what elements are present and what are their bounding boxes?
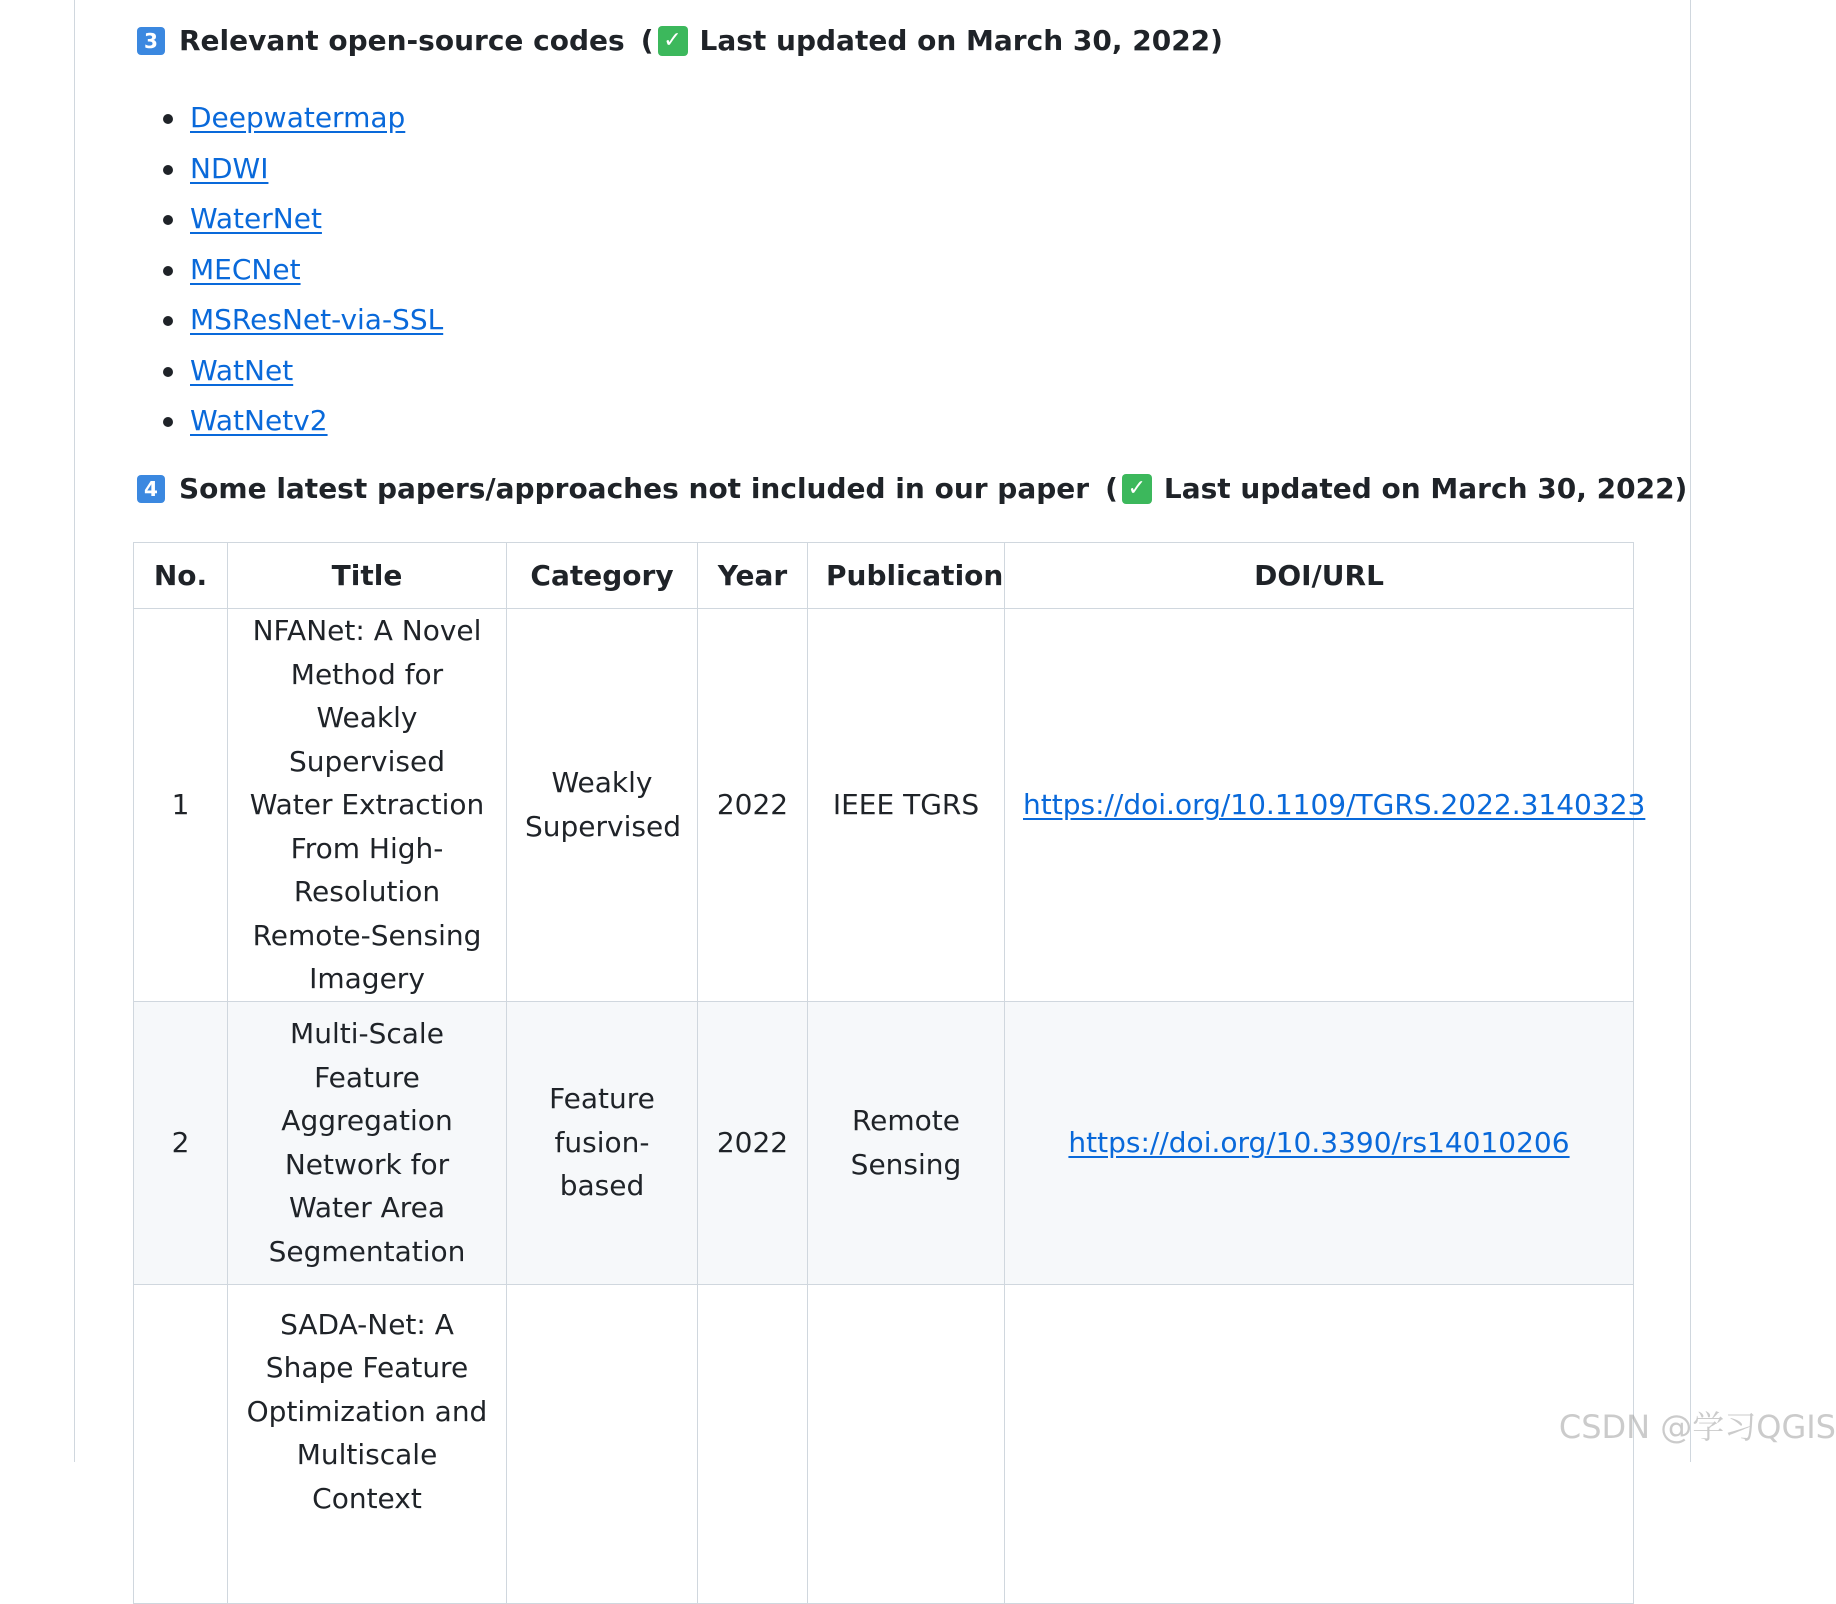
- code-link-msresnet-via-ssl[interactable]: MSResNet-via-SSL: [190, 303, 444, 336]
- keycap-four-icon: 4: [137, 475, 165, 503]
- bullet-icon: [163, 316, 173, 326]
- bullet-icon: [163, 367, 173, 377]
- paren-open: (: [1105, 472, 1118, 505]
- cell-url: [1005, 1001, 1634, 1284]
- doi-link[interactable]: https://doi.org/10.3390/rs14010206: [1068, 1125, 1570, 1159]
- cell-no: [134, 1284, 228, 1603]
- header-publication: Publication: [808, 543, 1005, 609]
- cell-category: [507, 1284, 698, 1603]
- cell-year: [698, 1284, 808, 1603]
- list-item: [133, 399, 443, 450]
- code-link-watnet[interactable]: WatNet: [190, 353, 294, 387]
- cell-category: Feature fusion-based: [507, 1001, 698, 1284]
- header-category: Category: [507, 543, 698, 609]
- last-updated-text: Last updated on March 30, 2022): [1163, 472, 1688, 505]
- header-doi-url: DOI/URL: [1005, 543, 1634, 609]
- table-row: [134, 1001, 1634, 1284]
- list-item: [133, 349, 443, 400]
- code-link-deepwatermap[interactable]: Deepwatermap: [190, 101, 406, 134]
- table-row: [134, 1284, 1634, 1603]
- cell-publication: Remote Sensing: [808, 1001, 1005, 1284]
- bullet-icon: [163, 114, 173, 124]
- code-link-mecnet[interactable]: MECNet: [190, 252, 301, 286]
- cell-no: 1: [134, 609, 228, 1002]
- check-mark-icon: ✓: [658, 26, 688, 56]
- header-year: Year: [698, 543, 808, 609]
- header-title: Title: [228, 543, 507, 609]
- cell-no: 2: [134, 1001, 228, 1284]
- page-border-left: [74, 0, 75, 1462]
- table-header-row: [134, 543, 1634, 609]
- list-item: [133, 96, 443, 147]
- papers-table: [133, 542, 1646, 1604]
- cell-year: 2022: [698, 609, 808, 1002]
- cell-url: [1005, 1284, 1634, 1603]
- cell-category: Weakly Supervised: [507, 609, 698, 1002]
- doi-link[interactable]: https://doi.org/10.1109/TGRS.2022.3140323: [1023, 788, 1646, 821]
- bullet-icon: [163, 266, 173, 276]
- keycap-three-icon: 3: [137, 27, 165, 55]
- check-mark-icon: ✓: [1122, 474, 1152, 504]
- list-item: [133, 197, 443, 248]
- code-link-waternet[interactable]: WaterNet: [190, 202, 322, 235]
- cell-year: 2022: [698, 1001, 808, 1284]
- last-updated-text: Last updated on March 30, 2022): [699, 24, 1223, 57]
- section-title: Some latest papers/approaches not included in our paper: [179, 472, 1090, 505]
- header-no: No.: [134, 543, 228, 609]
- csdn-watermark: CSDN @学习QGIS: [1558, 1408, 1836, 1446]
- bullet-icon: [163, 417, 173, 427]
- cell-title: Multi-Scale Feature Aggregation Network for Water Area Segmentation: [228, 1001, 507, 1284]
- cell-title: SADA-Net: A Shape Feature Optimization and Multiscale Context: [228, 1284, 507, 1603]
- cell-publication: [808, 1284, 1005, 1603]
- code-link-watnetv2[interactable]: WatNetv2: [190, 404, 328, 437]
- section-title: Relevant open-source codes: [179, 24, 625, 57]
- cell-url: [1005, 609, 1646, 1002]
- section-heading-latest-papers: [137, 472, 1687, 505]
- code-link-list: [133, 96, 443, 450]
- cell-title: NFANet: A Novel Method for Weakly Supervised Water Extraction From High-Resolution Remote-Sensing Imagery: [228, 609, 507, 1002]
- code-link-ndwi[interactable]: NDWI: [190, 151, 269, 185]
- page-border-right: [1690, 0, 1691, 1462]
- paren-open: (: [640, 24, 654, 57]
- table-row: [134, 609, 1634, 1002]
- cell-publication: IEEE TGRS: [808, 609, 1005, 1002]
- bullet-icon: [163, 165, 173, 175]
- list-item: [133, 298, 443, 349]
- bullet-icon: [163, 215, 173, 225]
- list-item: [133, 248, 443, 299]
- list-item: [133, 147, 443, 198]
- section-heading-open-source-codes: [137, 24, 1223, 57]
